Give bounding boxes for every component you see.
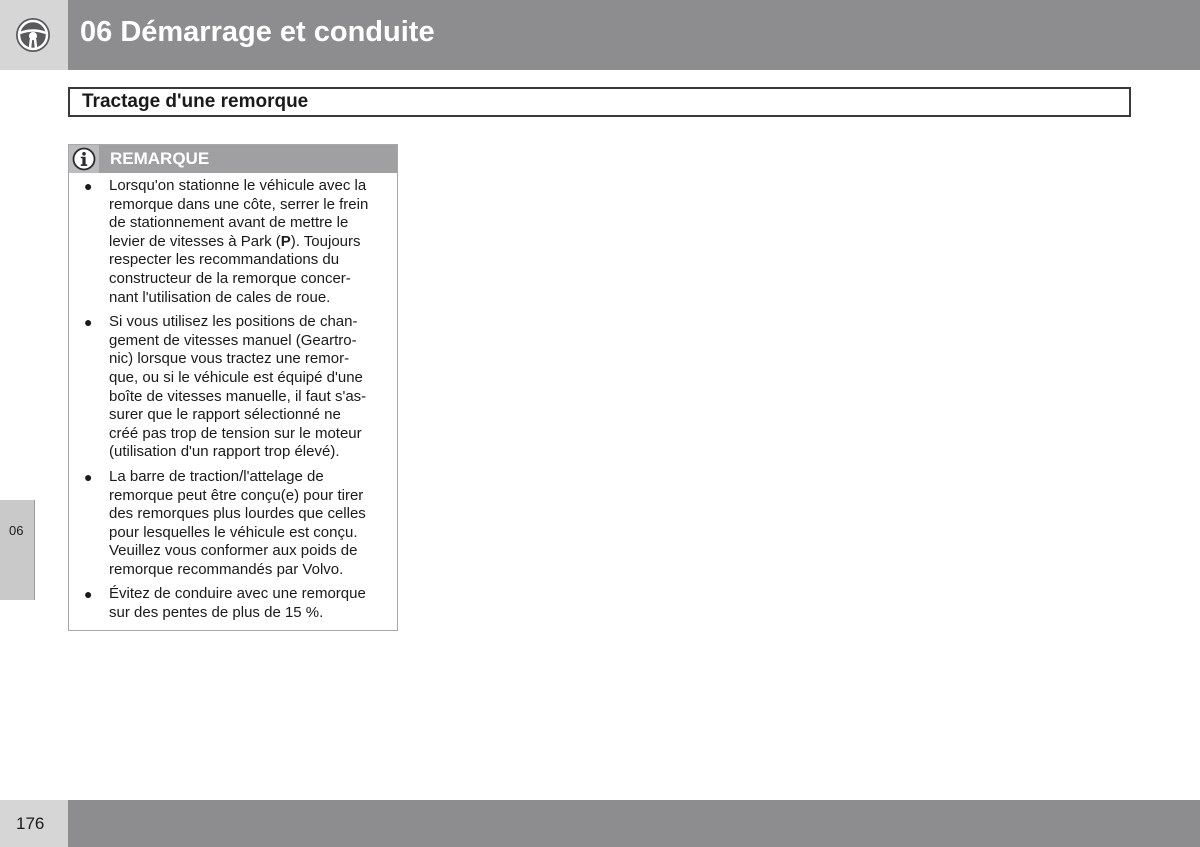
note-line: de stationnement avant de mettre le <box>109 214 349 232</box>
note-line: Veuillez vous conformer aux poids de <box>109 542 358 560</box>
note-line: Lorsqu'on stationne le véhicule avec la <box>109 177 367 194</box>
note-line: nic) lorsque vous tractez une remor- <box>109 350 350 368</box>
page-number: 176 <box>16 814 45 833</box>
note-line: constructeur de la remorque concer- <box>109 269 351 287</box>
section-title-box <box>68 87 1131 117</box>
note-title: REMARQUE <box>110 149 210 168</box>
note-line: remorque peut être conçu(e) pour tirer <box>109 486 364 504</box>
note-item <box>69 313 397 462</box>
note-line: boîte de vitesses manuelle, il faut s'as- <box>109 387 367 405</box>
note-line: Si vous utilisez les positions de chan- <box>109 313 358 331</box>
section-title: Tractage d'une remorque <box>82 91 309 112</box>
header-icon-cell <box>0 0 68 70</box>
note-line: créé pas trop de tension sur le moteur <box>109 424 362 442</box>
note-line: remorque recommandés par Volvo. <box>109 560 344 578</box>
bullet-icon: ● <box>84 468 93 485</box>
steering-wheel-icon <box>15 17 51 53</box>
chapter-title: 06 Démarrage et conduite <box>80 16 435 48</box>
note-line: nant l'utilisation de cales de roue. <box>109 288 331 306</box>
bullet-icon: ● <box>84 586 93 603</box>
side-tab-rule <box>34 500 35 600</box>
note-item <box>69 177 397 307</box>
note-item <box>69 468 397 580</box>
note-line: respecter les recommandations du <box>109 251 340 269</box>
note-line: surer que le rapport sélectionné ne <box>109 406 341 424</box>
note-line: sur des pentes de plus de 15 %. <box>109 604 324 622</box>
note-line: La barre de traction/l'attelage de <box>109 467 324 485</box>
note-header <box>69 145 397 173</box>
note-line: (utilisation d'un rapport trop élevé). <box>109 443 340 461</box>
note-line: que, ou si le véhicule est équipé d'une <box>109 368 363 386</box>
footer-bar <box>68 800 1200 847</box>
note-icon-cell <box>69 145 99 173</box>
note-line: levier de vitesses à Park (P). Toujours <box>109 232 361 250</box>
note-line: Évitez de conduire avec une remorque <box>109 585 366 603</box>
chapter-side-tab <box>0 500 34 600</box>
side-tab-label: 06 <box>9 523 24 538</box>
note-line: pour lesquelles le véhicule est conçu. <box>109 523 358 541</box>
note-line: des remorques plus lourdes que celles <box>109 505 366 523</box>
note-box <box>68 144 398 631</box>
note-line: gement de vitesses manuel (Geartro- <box>109 331 357 349</box>
bullet-icon: ● <box>84 314 93 331</box>
note-list <box>69 177 397 629</box>
bullet-icon: ● <box>84 178 93 194</box>
note-item <box>69 585 397 622</box>
note-line: remorque dans une côte, serrer le frein <box>109 195 369 213</box>
info-icon <box>72 147 96 171</box>
